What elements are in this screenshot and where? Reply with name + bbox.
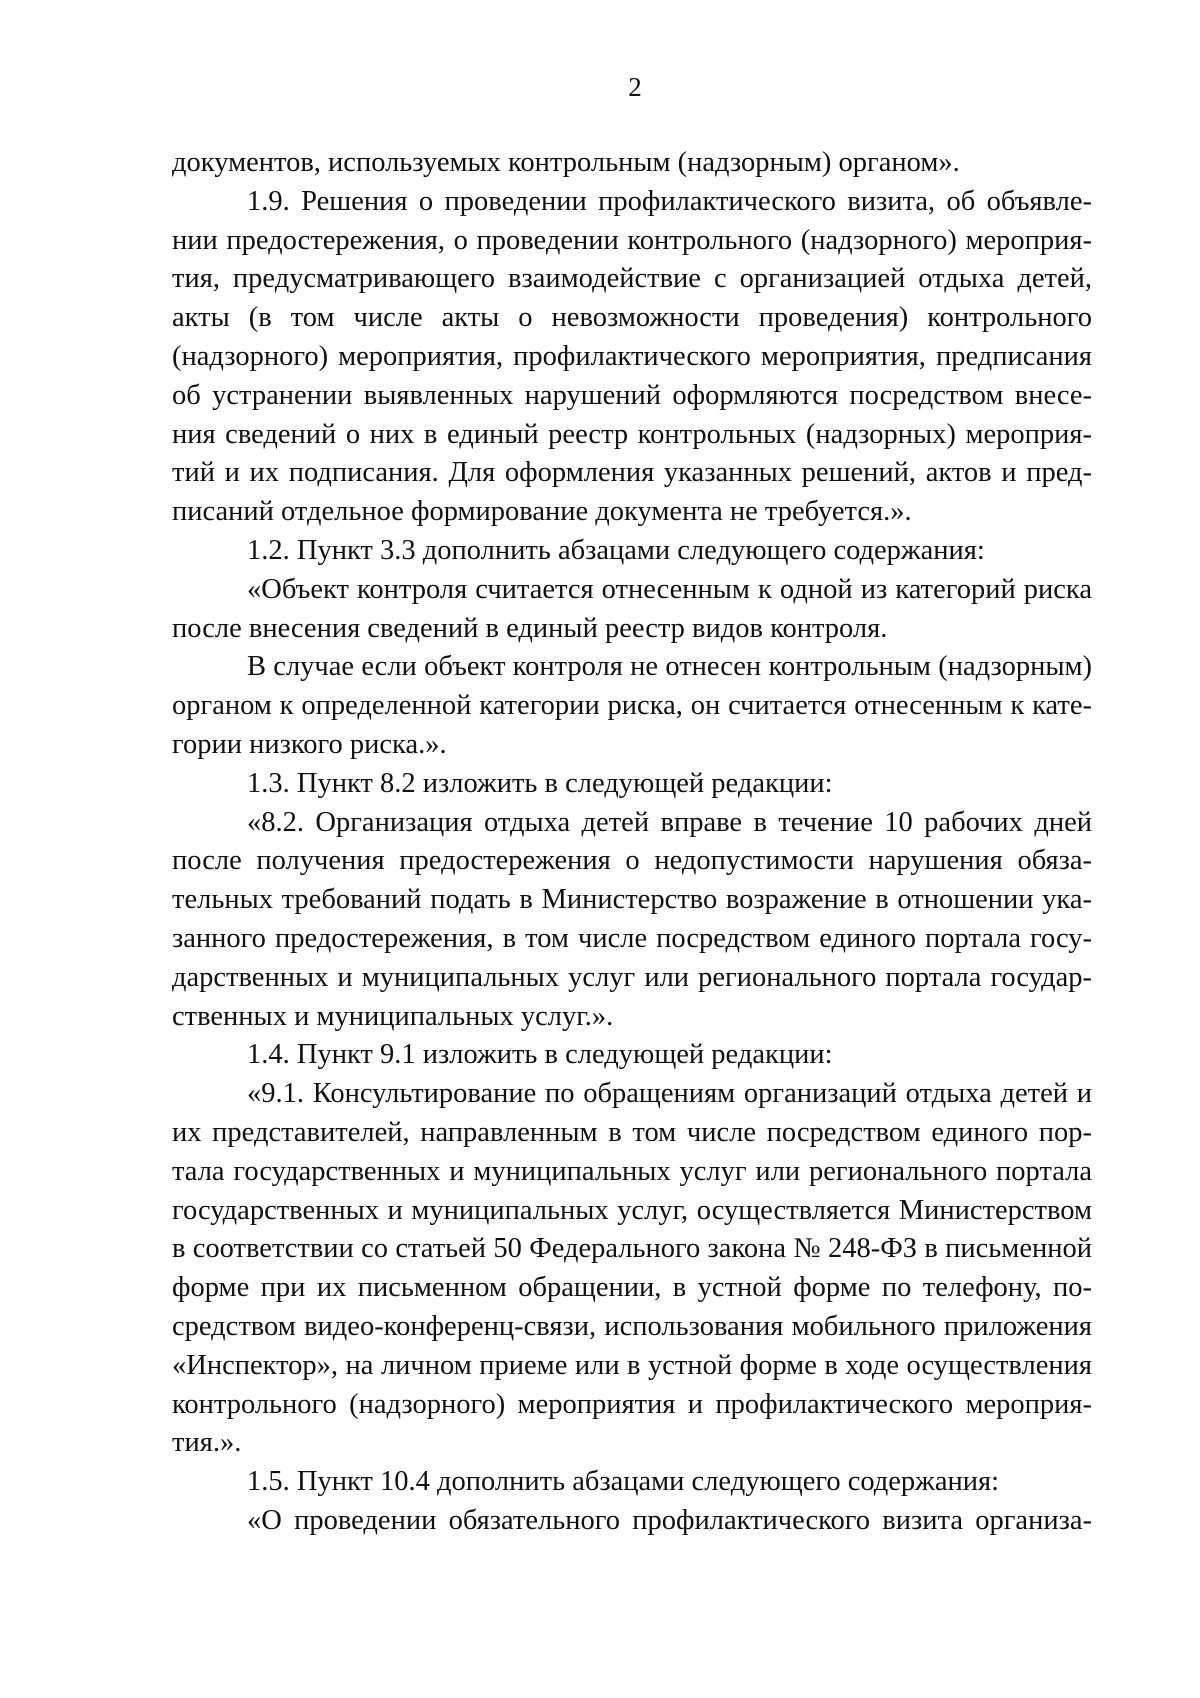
text-line: тия.». (172, 1427, 242, 1459)
text-line: органом к определенной категории риска, он считается отнесенным к кате- (172, 690, 1092, 722)
text-line: 1.5. Пункт 10.4 дополнить абзацами следующего содержания: (247, 1466, 1000, 1498)
text-line: средством видео-конференц-связи, использования мобильного приложения (172, 1310, 1092, 1342)
text-line: тия, предусматривающего взаимодействие с организацией отдыха детей, (172, 263, 1092, 295)
text-line: «9.1. Консультирование по обращениям организаций отдыха детей и (247, 1078, 1092, 1110)
page-number: 2 (628, 72, 642, 102)
text-line: 1.3. Пункт 8.2 изложить в следующей редакции: (247, 767, 833, 799)
text-line: В случае если объект контроля не отнесен контрольным (надзорным) (247, 651, 1092, 683)
text-line: тельных требований подать в Министерство возражение в отношении ука- (172, 884, 1092, 916)
text-line: после внесения сведений в единый реестр видов контроля. (172, 612, 888, 644)
text-line: (надзорного) мероприятия, профилактического мероприятия, предписания (172, 340, 1092, 372)
text-line: тий и их подписания. Для оформления указанных решений, актов и пред- (172, 457, 1092, 489)
text-line: 1.9. Решения о проведении профилактического визита, об объявле- (247, 185, 1092, 217)
text-line: об устранении выявленных нарушений оформляются посредством внесе- (172, 379, 1092, 411)
text-line: форме при их письменном обращении, в устной форме по телефону, по- (172, 1272, 1092, 1304)
text-line: «Инспектор», на личном приеме или в устной форме в ходе осуществления (172, 1349, 1092, 1381)
text-line: после получения предостережения о недопустимости нарушения обяза- (172, 845, 1092, 877)
document-body (172, 144, 1092, 1541)
text-line: нии предостережения, о проведении контрольного (надзорного) мероприя- (172, 224, 1092, 256)
text-line: «Объект контроля считается отнесенным к одной из категорий риска (247, 573, 1092, 605)
text-line: дарственных и муниципальных услуг или регионального портала государ- (172, 961, 1092, 993)
text-line: писаний отдельное формирование документа не требуется.». (172, 496, 912, 528)
text-line: контрольного (надзорного) мероприятия и профилактического мероприя- (172, 1388, 1092, 1420)
text-line: занного предостережения, в том числе посредством единого портала госу- (172, 922, 1092, 954)
text-line: ственных и муниципальных услуг.». (172, 1000, 614, 1032)
text-line: «О проведении обязательного профилактического визита организа- (247, 1504, 1092, 1536)
text-line: тала государственных и муниципальных услуг или регионального портала (172, 1155, 1092, 1187)
text-line: 1.2. Пункт 3.3 дополнить абзацами следующего содержания: (247, 534, 985, 566)
text-line: их представителей, направленным в том числе посредством единого пор- (172, 1116, 1092, 1148)
text-line: 1.4. Пункт 9.1 изложить в следующей редакции: (247, 1039, 833, 1071)
text-line: документов, используемых контрольным (надзорным) органом». (172, 147, 960, 178)
text-line: государственных и муниципальных услуг, осуществляется Министерством (172, 1194, 1092, 1226)
text-line: «8.2. Организация отдыха детей вправе в течение 10 рабочих дней (247, 806, 1092, 838)
text-line: в соответствии со статьей 50 Федерального закона № 248-ФЗ в письменной (172, 1233, 1092, 1265)
text-line: гории низкого риска.». (172, 728, 447, 760)
text-line: ния сведений о них в единый реестр контрольных (надзорных) мероприя- (172, 418, 1092, 450)
text-line: акты (в том числе акты о невозможности проведения) контрольного (172, 302, 1092, 334)
